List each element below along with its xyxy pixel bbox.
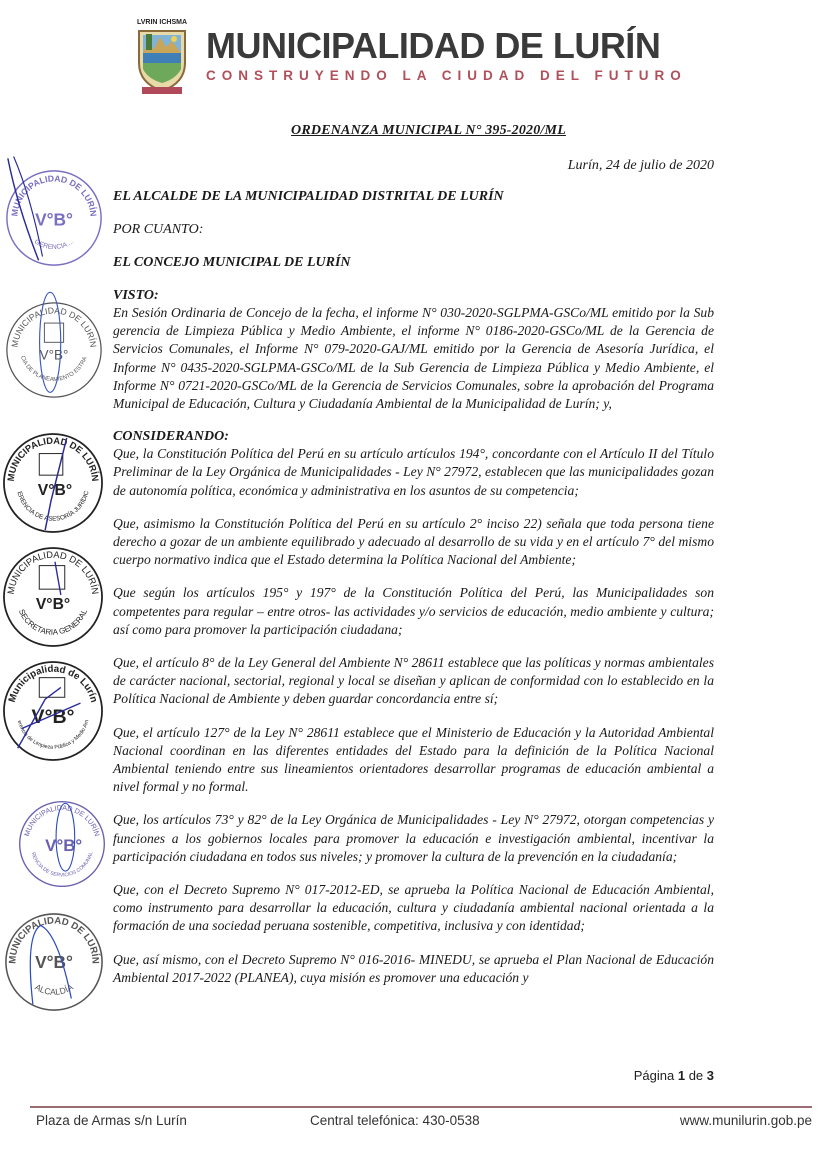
letterhead [130,18,730,100]
svg-text:SECRETARIA GENERAL: SECRETARIA GENERAL [16,607,90,637]
svg-text:MUNICIPALIDAD DE LURÍN: MUNICIPALIDAD DE LURÍN [7,915,101,965]
visto-heading: VISTO: [113,288,159,303]
stamp-seal-icon [0,427,104,534]
svg-text:V°B°: V°B° [35,595,71,613]
ordinance-title: ORDENANZA MUNICIPAL N° 395-2020/ML [291,123,566,138]
stamp-seal-icon [16,796,106,888]
municipal-crest [130,18,194,98]
brand-subtitle: CONSTRUYENDO LA CIUDAD DEL FUTURO [206,68,687,83]
svg-text:GERENCIA DE SERVICIOS COMUNALE: GERENCIA DE SERVICIOS COMUNALES [16,796,95,879]
stamp-seal-icon [2,546,104,648]
crest-shield-icon [136,29,188,95]
approval-stamp-5 [0,656,104,762]
page-prefix: Página [633,1068,678,1083]
footer-address: Plaza de Armas s/n Lurín [36,1113,187,1128]
page-number [634,1068,714,1084]
svg-text:V°B°: V°B° [35,209,73,230]
svg-text:V°B°: V°B° [31,705,75,728]
brand-title: MUNICIPALIDAD DE LURÍN [206,25,661,66]
footer-phone: Central telefónica: 430-0538 [310,1113,480,1128]
council-heading: EL CONCEJO MUNICIPAL DE LURÍN [113,255,351,270]
considerando-paragraph-4: Que, el artículo 8° de la Ley General del Ambiente N° 28611 establece que las políticas y normas ambientales de carácter nacional, sectorial, regional y local se diseñan y aplican de conformidad con lo establecido en la Política Nacional de Ambiente y deben guardar concordancia entre sí; [113,655,714,707]
footer-website: www.munilurin.gob.pe [679,1113,812,1128]
svg-text:Municipalidad de Lurín: Municipalidad de Lurín [6,663,100,704]
page-total: 3 [706,1068,714,1083]
approval-stamp-2 [1,296,104,400]
considerando-paragraph-3: Que según los artículos 195° y 197° de la Constitución Política del Perú, las Municipalidades son competentes para regular – entre otros- las actividades y/o servicios de educación, medio ambiente y cultura; así como para promover la participación ciudadana; [113,585,714,637]
svg-text:V°B°: V°B° [35,951,73,972]
svg-text:Sub Gerencia de Limpieza Públi: Sub Gerencia de Limpieza Pública y Medio Ambiente [0,656,91,751]
document-date: Lurín, 24 de julio de 2020 [567,158,714,173]
crest-label: LVRIN ICHSMA [136,19,188,26]
approval-stamp-3 [0,427,104,534]
svg-text:MUNICIPALIDAD DE LURÍN: MUNICIPALIDAD DE LURÍN [9,173,99,217]
stamp-seal-icon [4,168,104,268]
visto-paragraph: En Sesión Ordinaria de Concejo de la fecha, el informe N° 030-2020-SGLPMA-GSCo/ML emitido por la Sub gerencia de Limpieza Pública y Medio Ambiente, el informe N° 0186-2020-GSCo/ML de la Gerencia de Servicios Comunales, el Informe N° 079-2020-GAJ/ML emitido por la Gerencia de Asesoría Jurídica, el Informe N° 0435-2020-SGLPMA-GSCo/ML de la Sub Gerencia de Limpieza Pública y Medio Ambiente, el Informe N° 0721-2020-GSCo/ML de la Gerencia de Servicios Comunales, sobre la aprobación del Programa Municipal de Educación, Cultura y Ciudadanía Ambiental de la Municipalidad de Lurín; y, [113,305,714,412]
svg-text:GERENCIA ...: GERENCIA ... [33,238,76,251]
svg-text:GERENCIA DE ASESORÍA JURÍDICA: GERENCIA DE ASESORÍA JURÍDICA [0,427,91,523]
approval-stamp-7 [4,912,104,1012]
svg-text:V°B°: V°B° [39,347,69,363]
considerando-paragraph-7: Que, con el Decreto Supremo N° 017-2012-ED, se aprueba la Política Nacional de Educación Ambiental, como instrumento para desarrollar la educación, cultura y ciudadanía ambiental nacional orientada a la formación de una sociedad peruana sostenible, competitiva, inclusiva y con identidad; [113,882,714,934]
approval-stamp-1 [4,168,104,268]
svg-text:MUNICIPALIDAD DE LURÍN: MUNICIPALIDAD DE LURÍN [9,305,99,348]
stamp-seal-icon [1,296,104,400]
svg-text:MUNICIPALIDAD DE LURÍN: MUNICIPALIDAD DE LURÍN [5,549,101,595]
por-cuanto: POR CUANTO: [113,222,204,237]
svg-text:V°B°: V°B° [45,835,83,855]
considerando-paragraph-5: Que, el artículo 127° de la Ley N° 28611 establece que el Ministerio de Educación y la Autoridad Ambiental Nacional coordinan en las diferentes entidades del Estado para la definición de la Política Nacional Ambiental teniendo entre sus lineamientos orientadores desarrollar programas de educación ambiental a nivel formal y no formal. [113,724,714,795]
page-middle: de [685,1068,707,1083]
svg-text:ALCALDÍA: ALCALDÍA [33,981,75,997]
approval-stamp-4 [2,546,104,648]
page-current: 1 [677,1068,686,1083]
considerando-paragraph-2: Que, asimismo la Constitución Política del Perú en su artículo 2° inciso 22) señala que toda persona tiene derecho a gozar de un ambiente equilibrado y adecuado al desarrollo de su vida y en el artículo 7° del mismo cuerpo normativo indica que el Estado determina la Política Nacional del Ambiente; [113,515,714,568]
svg-text:V°B°: V°B° [37,481,73,499]
considerando-paragraph-1: Que, la Constitución Política del Perú en su artículo artículos 194°, concordante con el Artículo II del Título Preliminar de la Ley Orgánica de Municipalidades - Ley N° 27972, establecen que las municipalidades gozan de autonomía política, económica y administrativa en los asuntos de su competencia; [113,446,714,498]
considerando-heading: CONSIDERANDO: [113,429,229,445]
brand-block [206,26,726,84]
approval-stamp-6 [16,796,106,888]
svg-text:MUNICIPALIDAD DE LURÍN: MUNICIPALIDAD DE LURÍN [22,803,102,838]
stamp-seal-icon [4,912,104,1012]
issuer-heading: EL ALCALDE DE LA MUNICIPALIDAD DISTRITAL DE LURÍN [113,189,504,204]
considerando-paragraph-8: Que, así mismo, con el Decreto Supremo N° 016-2016- MINEDU, se aprueba el Plan Nacional de Educación Ambiental 2017-2022 (PLANEA), cuya misión es promover una educación y [113,951,714,985]
footer-divider [30,1106,812,1108]
svg-text:GERENCIA DE PLANEAMIENTO ESTRA: GERENCIA DE PLANEAMIENTO ESTRATÉGICO [1,296,89,384]
considerando-paragraph-6: Que, los artículos 73° y 82° de la Ley Orgánica de Municipalidades - Ley N° 27972, otorgan competencias y funciones a los gobiernos locales para promover la educación e investigación ambiental, incentivar la participación ciudadana en todos sus niveles; y promover la cultura de la prevención en la ciudadanía; [113,812,714,864]
svg-text:MUNICIPALIDAD DE LURÍN: MUNICIPALIDAD DE LURÍN [5,435,101,482]
stamp-seal-icon [0,656,104,762]
document-body [113,122,714,1002]
